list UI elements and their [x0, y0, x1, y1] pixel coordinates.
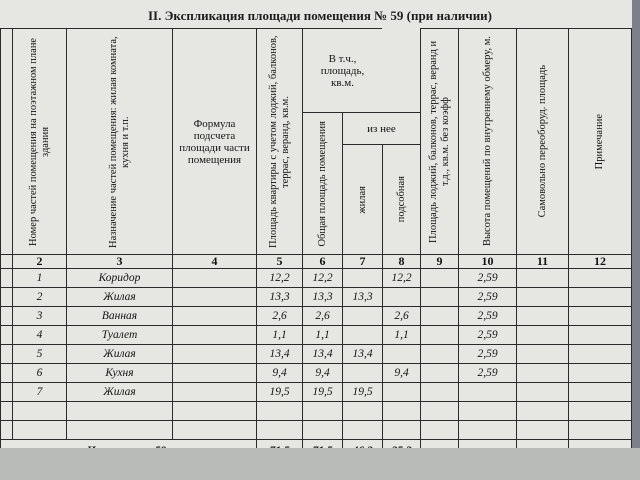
note-cell: [568, 268, 632, 287]
apartment-area-cell: 13,4: [256, 344, 302, 363]
self-converted-cell: [516, 363, 568, 382]
row-edge: [0, 363, 12, 382]
loggia-area-cell: [420, 363, 458, 382]
column-number: 6: [302, 254, 342, 268]
column-number: 10: [458, 254, 516, 268]
formula-cell: [172, 268, 256, 287]
column-number: 11: [516, 254, 568, 268]
header-part-number: [12, 28, 66, 254]
total-area-cell: 9,4: [302, 363, 342, 382]
height-cell: 2,59: [458, 287, 516, 306]
height-cell: 2,59: [458, 268, 516, 287]
row-edge: [0, 325, 12, 344]
aux-area-cell: [382, 287, 420, 306]
empty-cell: [382, 401, 420, 420]
apartment-area-cell: 13,3: [256, 287, 302, 306]
empty-cell: [256, 401, 302, 420]
header-total-area-text: Общая площадь помещения: [316, 120, 328, 247]
header-loggia-area-text: Площадь лоджий, балконов, террас, веранд и т.д., кв.м. без коэфф: [427, 40, 451, 243]
header-height-text: Высота помещений по внутреннему обмеру, м.: [481, 36, 493, 247]
column-number: 4: [172, 254, 256, 268]
empty-cell: [382, 420, 420, 439]
background-edge: [632, 0, 640, 480]
header-living: [342, 144, 382, 254]
header-apartment-area: [256, 28, 302, 254]
header-part-number-text: Номер частей помещения на поэтажном плане здания: [27, 37, 51, 246]
self-converted-cell: [516, 344, 568, 363]
living-area-cell: [342, 268, 382, 287]
total-area-cell: 12,2: [302, 268, 342, 287]
room-name-cell: Жилая: [66, 344, 172, 363]
room-name-cell: Коридор: [66, 268, 172, 287]
empty-cell: [302, 401, 342, 420]
empty-cell: [172, 401, 256, 420]
empty-cell: [420, 401, 458, 420]
part-number-cell: 7: [12, 382, 66, 401]
loggia-area-cell: [420, 268, 458, 287]
row-edge: [0, 287, 12, 306]
row-edge: [0, 344, 12, 363]
note-cell: [568, 306, 632, 325]
self-converted-cell: [516, 382, 568, 401]
self-converted-cell: [516, 325, 568, 344]
column-number: 7: [342, 254, 382, 268]
aux-area-cell: 9,4: [382, 363, 420, 382]
row-edge: [0, 268, 12, 287]
column-number: 2: [12, 254, 66, 268]
living-area-cell: [342, 325, 382, 344]
page-bottom-shadow: [0, 448, 640, 480]
formula-cell: [172, 382, 256, 401]
header-living-text: жилая: [356, 185, 368, 214]
apartment-area-cell: 1,1: [256, 325, 302, 344]
empty-cell: [516, 420, 568, 439]
height-cell: 2,59: [458, 344, 516, 363]
room-name-cell: Кухня: [66, 363, 172, 382]
total-area-cell: 1,1: [302, 325, 342, 344]
column-number: 9: [420, 254, 458, 268]
header-incl-area: В т.ч., площадь, кв.м.: [302, 28, 382, 112]
header-auxiliary: [382, 144, 420, 254]
formula-cell: [172, 325, 256, 344]
empty-cell: [458, 401, 516, 420]
empty-cell: [66, 401, 172, 420]
part-number-cell: 6: [12, 363, 66, 382]
formula-cell: [172, 363, 256, 382]
total-area-cell: 13,3: [302, 287, 342, 306]
formula-cell: [172, 287, 256, 306]
self-converted-cell: [516, 287, 568, 306]
apartment-area-cell: 2,6: [256, 306, 302, 325]
note-cell: [568, 287, 632, 306]
aux-area-cell: 1,1: [382, 325, 420, 344]
header-note: [568, 28, 632, 254]
row-edge: [0, 382, 12, 401]
aux-area-cell: 12,2: [382, 268, 420, 287]
empty-cell: [342, 401, 382, 420]
note-cell: [568, 325, 632, 344]
empty-cell: [516, 401, 568, 420]
column-number: 12: [568, 254, 632, 268]
header-col-1-edge: [0, 28, 12, 254]
note-cell: [568, 344, 632, 363]
empty-cell: [256, 420, 302, 439]
room-name-cell: Ванная: [66, 306, 172, 325]
height-cell: [458, 382, 516, 401]
self-converted-cell: [516, 306, 568, 325]
total-area-cell: 2,6: [302, 306, 342, 325]
loggia-area-cell: [420, 306, 458, 325]
room-name-cell: Туалет: [66, 325, 172, 344]
empty-cell: [12, 420, 66, 439]
loggia-area-cell: [420, 382, 458, 401]
part-number-cell: 5: [12, 344, 66, 363]
room-name-cell: Жилая: [66, 287, 172, 306]
header-purpose: [66, 28, 172, 254]
total-area-cell: 13,4: [302, 344, 342, 363]
header-self-converted-text: Самовольно переоборуд. площадь: [536, 65, 548, 218]
column-number: 5: [256, 254, 302, 268]
row-edge: [0, 306, 12, 325]
formula-cell: [172, 306, 256, 325]
empty-cell: [172, 420, 256, 439]
height-cell: 2,59: [458, 363, 516, 382]
total-area-cell: 19,5: [302, 382, 342, 401]
row-edge: [0, 401, 12, 420]
page-title: II. Экспликация площади помещения № 59 (при наличии): [147, 8, 493, 23]
living-area-cell: 13,4: [342, 344, 382, 363]
living-area-cell: [342, 363, 382, 382]
note-cell: [568, 363, 632, 382]
loggia-area-cell: [420, 287, 458, 306]
living-area-cell: 19,5: [342, 382, 382, 401]
living-area-cell: [342, 306, 382, 325]
part-number-cell: 1: [12, 268, 66, 287]
empty-cell: [420, 420, 458, 439]
header-loggia-area: [420, 28, 458, 254]
note-cell: [568, 382, 632, 401]
apartment-area-cell: 12,2: [256, 268, 302, 287]
row-edge: [0, 420, 12, 439]
apartment-area-cell: 9,4: [256, 363, 302, 382]
height-cell: 2,59: [458, 306, 516, 325]
empty-cell: [568, 401, 632, 420]
height-cell: 2,59: [458, 325, 516, 344]
part-number-cell: 3: [12, 306, 66, 325]
loggia-area-cell: [420, 344, 458, 363]
header-note-text: Примечание: [594, 113, 605, 170]
explication-table: [0, 28, 632, 448]
formula-cell: [172, 344, 256, 363]
header-formula: Формула подсчета площади части помещения: [172, 28, 256, 254]
empty-cell: [302, 420, 342, 439]
aux-area-cell: 2,6: [382, 306, 420, 325]
column-number: 8: [382, 254, 420, 268]
column-number: 3: [66, 254, 172, 268]
empty-cell: [458, 420, 516, 439]
header-auxiliary-text: подсобная: [395, 176, 407, 223]
part-number-cell: 4: [12, 325, 66, 344]
header-apartment-area-text: Площадь квартиры с учетом лоджий, балконов, террас, веранд, кв.м.: [267, 35, 291, 248]
empty-cell: [12, 401, 66, 420]
column-number-edge: [0, 254, 12, 268]
living-area-cell: 13,3: [342, 287, 382, 306]
empty-cell: [66, 420, 172, 439]
apartment-area-cell: 19,5: [256, 382, 302, 401]
self-converted-cell: [516, 268, 568, 287]
header-height: [458, 28, 516, 254]
aux-area-cell: [382, 382, 420, 401]
room-name-cell: Жилая: [66, 382, 172, 401]
part-number-cell: 2: [12, 287, 66, 306]
header-total-area: [302, 112, 342, 254]
loggia-area-cell: [420, 325, 458, 344]
header-purpose-text: Назначение частей помещения: жилая комната, кухня и т.п.: [107, 35, 131, 248]
empty-cell: [342, 420, 382, 439]
aux-area-cell: [382, 344, 420, 363]
empty-cell: [568, 420, 632, 439]
header-self-converted: [516, 28, 568, 254]
header-of-which: из нее: [342, 112, 420, 144]
